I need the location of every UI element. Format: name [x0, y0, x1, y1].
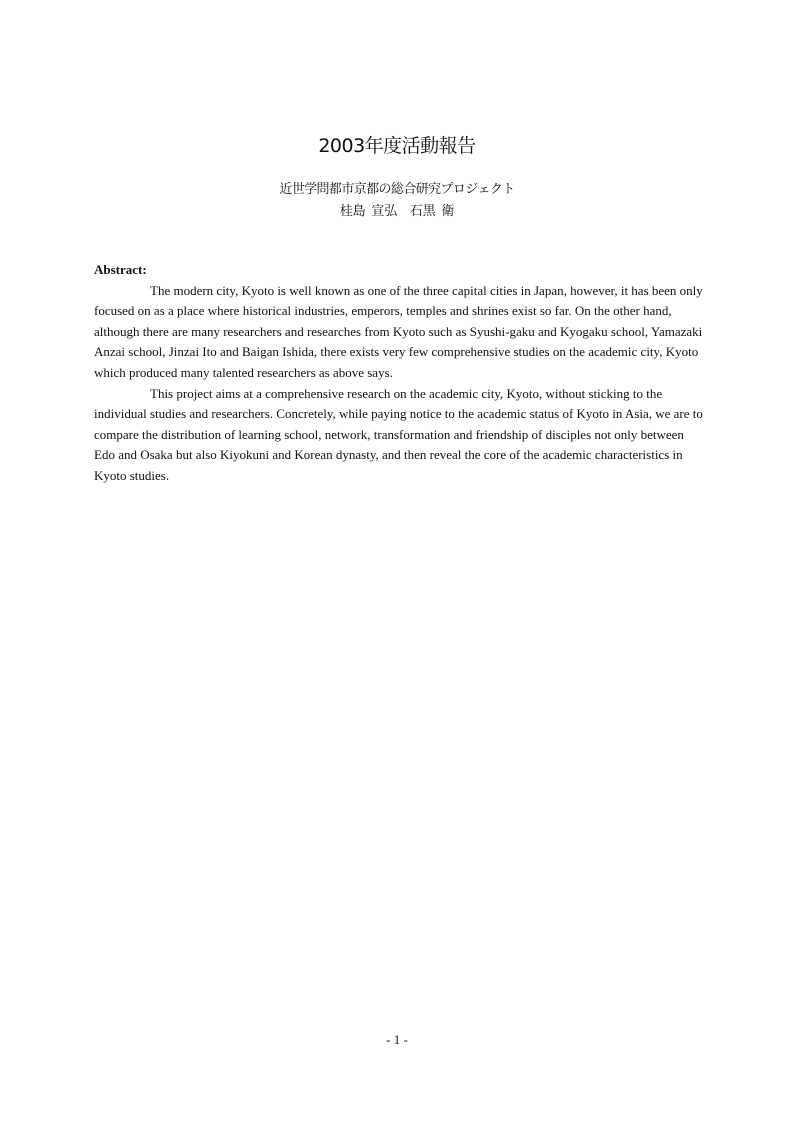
abstract-paragraph-2: This project aims at a comprehensive research on the academic city, Kyoto, without sticking to the individual studies and researchers. Concretely, while paying notice to the academic status of Kyoto in Asia, we are to compare the distribution of learning school, network, transformation and friendship of disciples not only between Edo and Osaka but also Kiyokuni and Korean dynasty, and then reveal the core of the academic characteristics in Kyoto studies. [94, 385, 703, 483]
author-names: 桂島 宣弘 石黒 衛 [339, 204, 455, 219]
abstract-section [94, 260, 706, 487]
project-name: 近世学問都市京都の総合研究プロジェクト [279, 182, 515, 197]
document-title: 2003年度活動報告 [318, 135, 476, 157]
abstract-paragraph-1: The modern city, Kyoto is well known as one of the three capital cities in Japan, however, it has been only focused on as a place where historical industries, emperors, temples and shrines exist so far. On the other hand, although there are many researchers and researches from Kyoto such as Syushi-gaku and Kyogaku school, Yamazaki Anzai school, Jinzai Ito and Baigan Ishida, there exists very few comprehensive studies on the academic city, Kyoto which produced many talented researchers as above says. [94, 282, 703, 380]
page-number: - 1 - [386, 1032, 408, 1047]
abstract-heading: Abstract: [94, 262, 147, 277]
